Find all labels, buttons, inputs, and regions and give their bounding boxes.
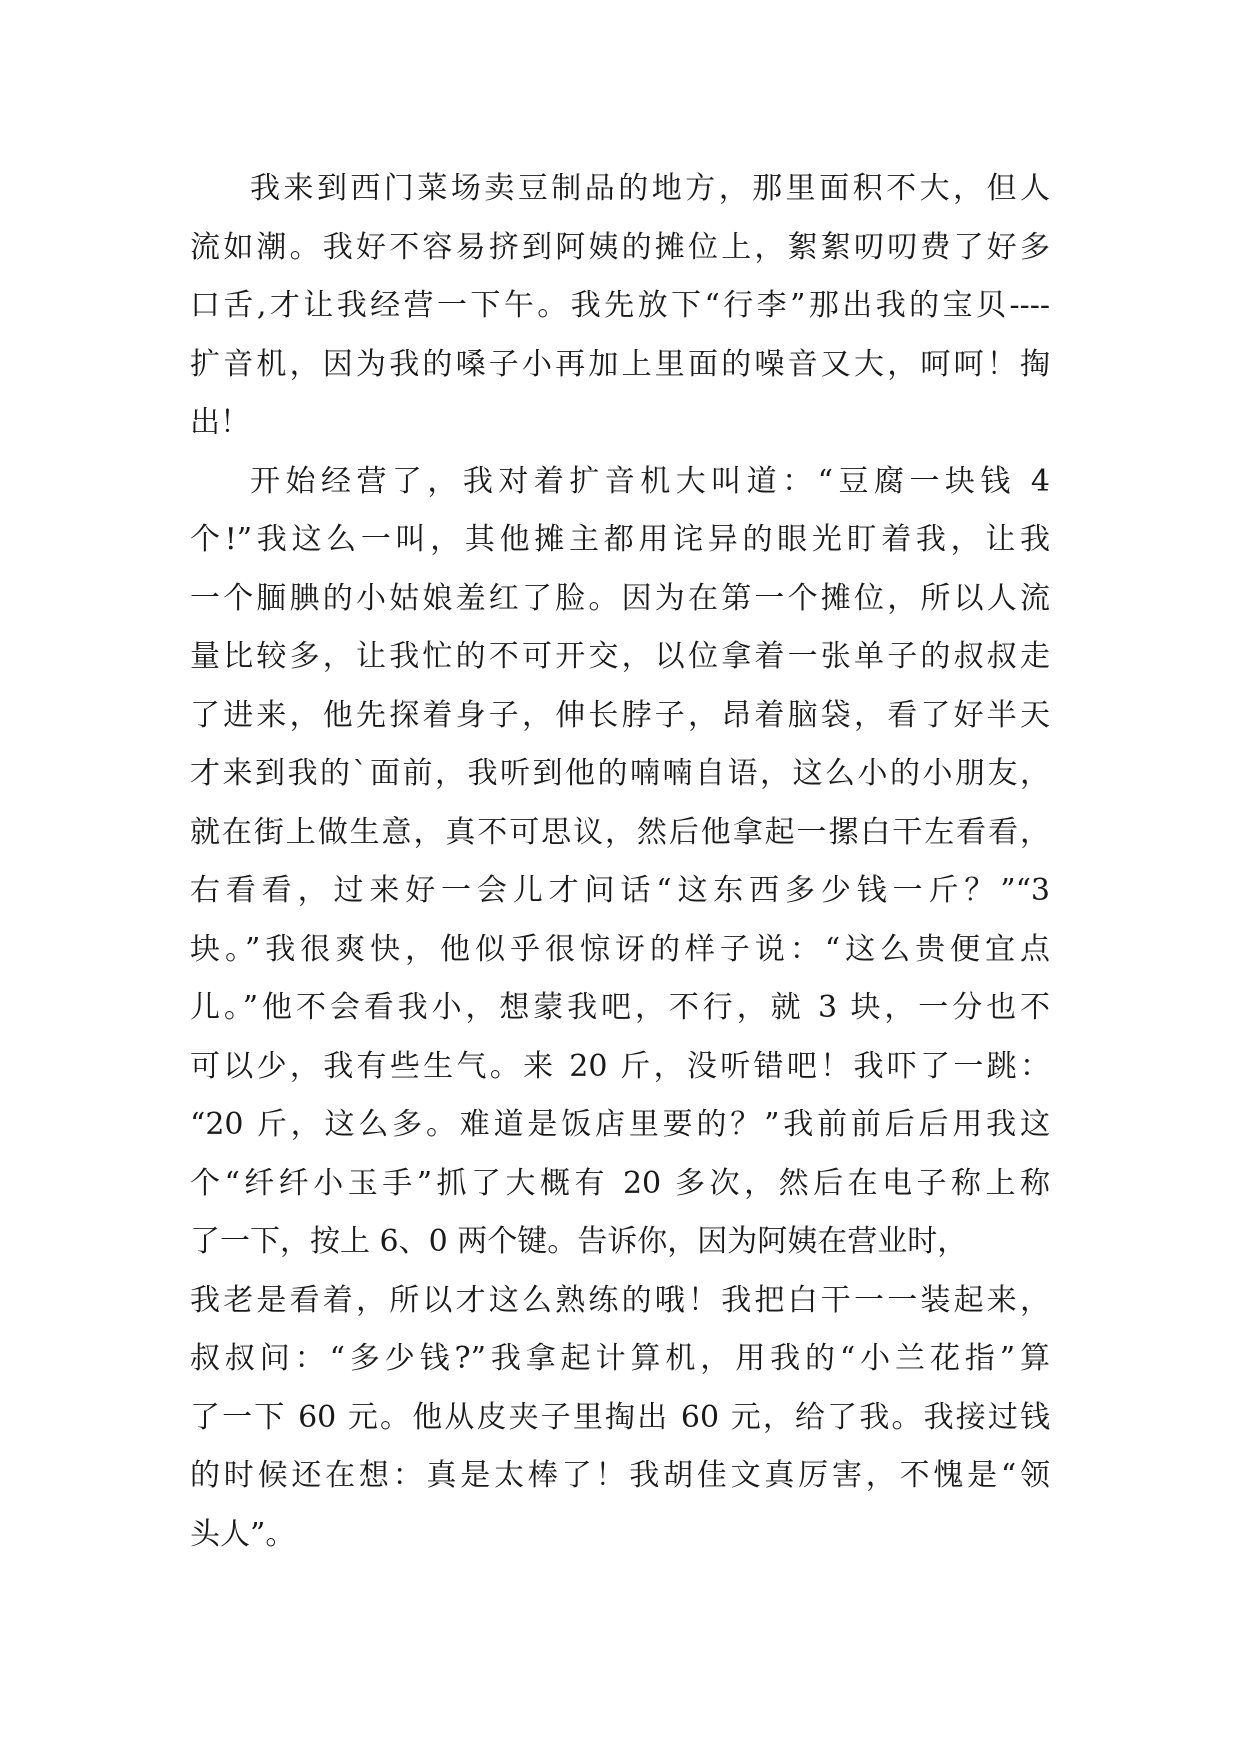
text-line: 流如潮。我好不容易挤到阿姨的摊位上，絮絮叨叨费了好多 (190, 229, 1050, 265)
text-line: 叔叔问：“多少钱?”我拿起计算机，用我的“小兰花指”算 (190, 1341, 1050, 1376)
text-line: 的时候还在想：真是太棒了！我胡佳文真厉害，不愧是“领 (190, 1458, 1050, 1493)
text-line: 才来到我的`面前，我听到他的喃喃自语，这么小的小朋友， (190, 756, 1050, 791)
text-line: 个“纤纤小玉手”抓了大概有 20 多次，然后在电子称上称 (190, 1165, 1050, 1201)
body-text (190, 160, 1050, 1564)
text-line: 儿。”他不会看我小，想蒙我吧，不行，就 3 块，一分也不 (190, 990, 1050, 1025)
text-line: 就在街上做生意，真不可思议，然后他拿起一摞白干左看看， (190, 814, 1050, 850)
text-line: 一个腼腆的小姑娘羞红了脸。因为在第一个摊位，所以人流 (190, 580, 1050, 616)
text-line: 扩音机，因为我的嗓子小再加上里面的噪音又大，呵呵！掏 (190, 346, 1050, 382)
text-line: 右看看，过来好一会儿才问话“这东西多少钱一斤？”“3 (190, 873, 1050, 908)
text-line: 可以少，我有些生气。来 20 斤，没听错吧！我吓了一跳： (190, 1048, 1050, 1084)
text-line: 了进来，他先探着身子，伸长脖子，昂着脑袋，看了好半天 (190, 697, 1050, 733)
text-line: 出！ (190, 405, 250, 440)
text-line: 口舌,才让我经营一下午。我先放下“行李”那出我的宝贝---- (190, 288, 1050, 323)
text-line: 头人”。 (190, 1516, 296, 1552)
text-line: 量比较多，让我忙的不可开交，以位拿着一张单子的叔叔走 (190, 639, 1050, 674)
text-line: “20 斤，这么多。难道是饭店里要的？”我前前后后用我这 (190, 1107, 1050, 1142)
text-line: 个!”我这么一叫，其他摊主都用诧异的眼光盯着我，让我 (190, 522, 1050, 557)
text-line: 我来到西门菜场卖豆制品的地方，那里面积不大，但人 (250, 171, 1050, 206)
text-line: 我老是看着，所以才这么熟练的哦！我把白干一一装起来， (190, 1282, 1050, 1318)
text-line: 开始经营了，我对着扩音机大叫道：“豆腐一块钱 4 (250, 463, 1050, 499)
text-line: 了一下，按上 6、0 两个键。告诉你，因为阿姨在营业时， (190, 1224, 968, 1259)
text-line: 块。”我很爽快，他似乎很惊讶的样子说：“这么贵便宜点 (190, 931, 1050, 967)
text-line: 了一下 60 元。他从皮夹子里掏出 60 元，给了我。我接过钱 (190, 1399, 1050, 1435)
